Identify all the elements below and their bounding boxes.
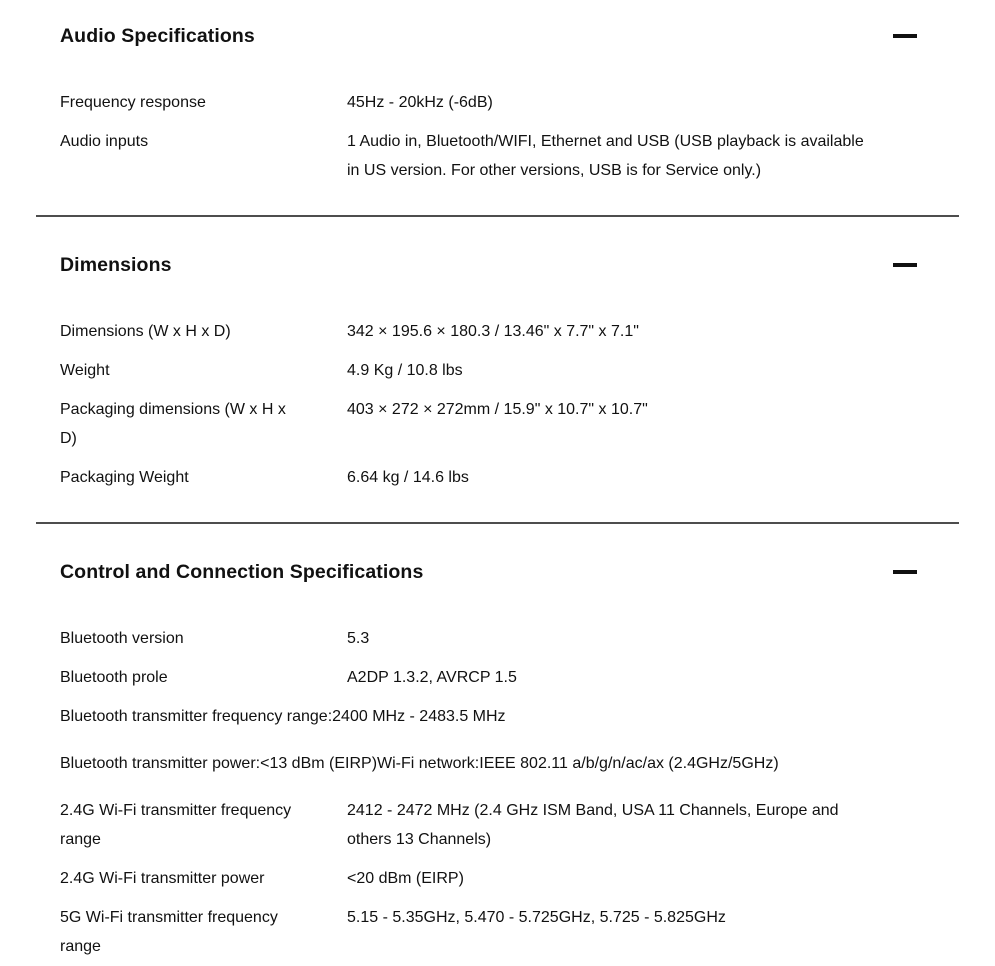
spec-row-fullwidth — [60, 749, 935, 778]
section-title: Control and Connection Specifications — [60, 561, 424, 583]
spec-value: 342 × 195.6 × 180.3 / 13.46" x 7.7" x 7.1" — [347, 323, 639, 340]
section-divider — [36, 215, 959, 217]
spec-label: Frequency response — [60, 94, 206, 111]
spec-value: 45Hz - 20kHz (-6dB) — [347, 94, 493, 111]
spec-row — [60, 624, 935, 653]
section-header — [60, 24, 935, 48]
spec-row-fullwidth — [60, 702, 935, 731]
spec-rows — [60, 88, 935, 185]
spec-row — [60, 127, 935, 185]
section-header — [60, 560, 935, 584]
spec-row — [60, 796, 935, 854]
section-header — [60, 253, 935, 277]
spec-row — [60, 395, 935, 453]
section-audio-specifications — [60, 24, 935, 217]
section-title: Dimensions — [60, 254, 172, 276]
spec-label: 2.4G Wi-Fi transmitter frequency range — [60, 802, 292, 848]
section-divider — [36, 522, 959, 524]
spec-rows — [60, 624, 935, 961]
spec-value: <20 dBm (EIRP) — [347, 870, 464, 887]
minus-icon — [893, 570, 917, 574]
spec-row — [60, 88, 935, 117]
spec-label: Packaging Weight — [60, 469, 189, 486]
section-title: Audio Specifications — [60, 25, 255, 47]
spec-label: Audio inputs — [60, 133, 149, 150]
spec-row — [60, 356, 935, 385]
spec-value: 2412 - 2472 MHz (2.4 GHz ISM Band, USA 11 Channels, Europe and others 13 Channels) — [347, 802, 839, 848]
spec-rows — [60, 317, 935, 492]
spec-value: 1 Audio in, Bluetooth/WIFI, Ethernet and USB (USB playback is available in US version. For other versions, USB is for Service only.) — [347, 133, 864, 179]
spec-row — [60, 663, 935, 692]
spec-value: A2DP 1.3.2, AVRCP 1.5 — [347, 669, 517, 686]
spec-row — [60, 864, 935, 893]
spec-label: 2.4G Wi-Fi transmitter power — [60, 870, 265, 887]
spec-value: 5.15 - 5.35GHz, 5.470 - 5.725GHz, 5.725 - 5.825GHz — [347, 909, 726, 926]
spec-label: Bluetooth version — [60, 630, 184, 647]
collapse-section-button[interactable] — [893, 560, 917, 584]
spec-value: 4.9 Kg / 10.8 lbs — [347, 362, 463, 379]
spec-value: 5.3 — [347, 630, 370, 647]
spec-row — [60, 463, 935, 492]
spec-text: Bluetooth transmitter frequency range:2400 MHz - 2483.5 MHz — [60, 708, 506, 725]
spec-value: 6.64 kg / 14.6 lbs — [347, 469, 469, 486]
spec-label: Bluetooth prole — [60, 669, 168, 686]
collapse-section-button[interactable] — [893, 253, 917, 277]
section-control-connection — [60, 560, 935, 961]
spec-label: Packaging dimensions (W x H x D) — [60, 401, 286, 447]
spec-label: 5G Wi-Fi transmitter frequency range — [60, 909, 278, 955]
spec-row — [60, 903, 935, 961]
spec-label: Dimensions (W x H x D) — [60, 323, 231, 340]
spec-label: Weight — [60, 362, 110, 379]
collapse-section-button[interactable] — [893, 24, 917, 48]
spec-value: 403 × 272 × 272mm / 15.9" x 10.7" x 10.7" — [347, 401, 648, 418]
minus-icon — [893, 263, 917, 267]
spec-row — [60, 317, 935, 346]
section-dimensions — [60, 253, 935, 524]
specifications-panel — [60, 24, 935, 961]
spec-text: Bluetooth transmitter power:<13 dBm (EIRP)Wi-Fi network:IEEE 802.11 a/b/g/n/ac/ax (2.4GHz/5GHz) — [60, 755, 779, 772]
minus-icon — [893, 34, 917, 38]
